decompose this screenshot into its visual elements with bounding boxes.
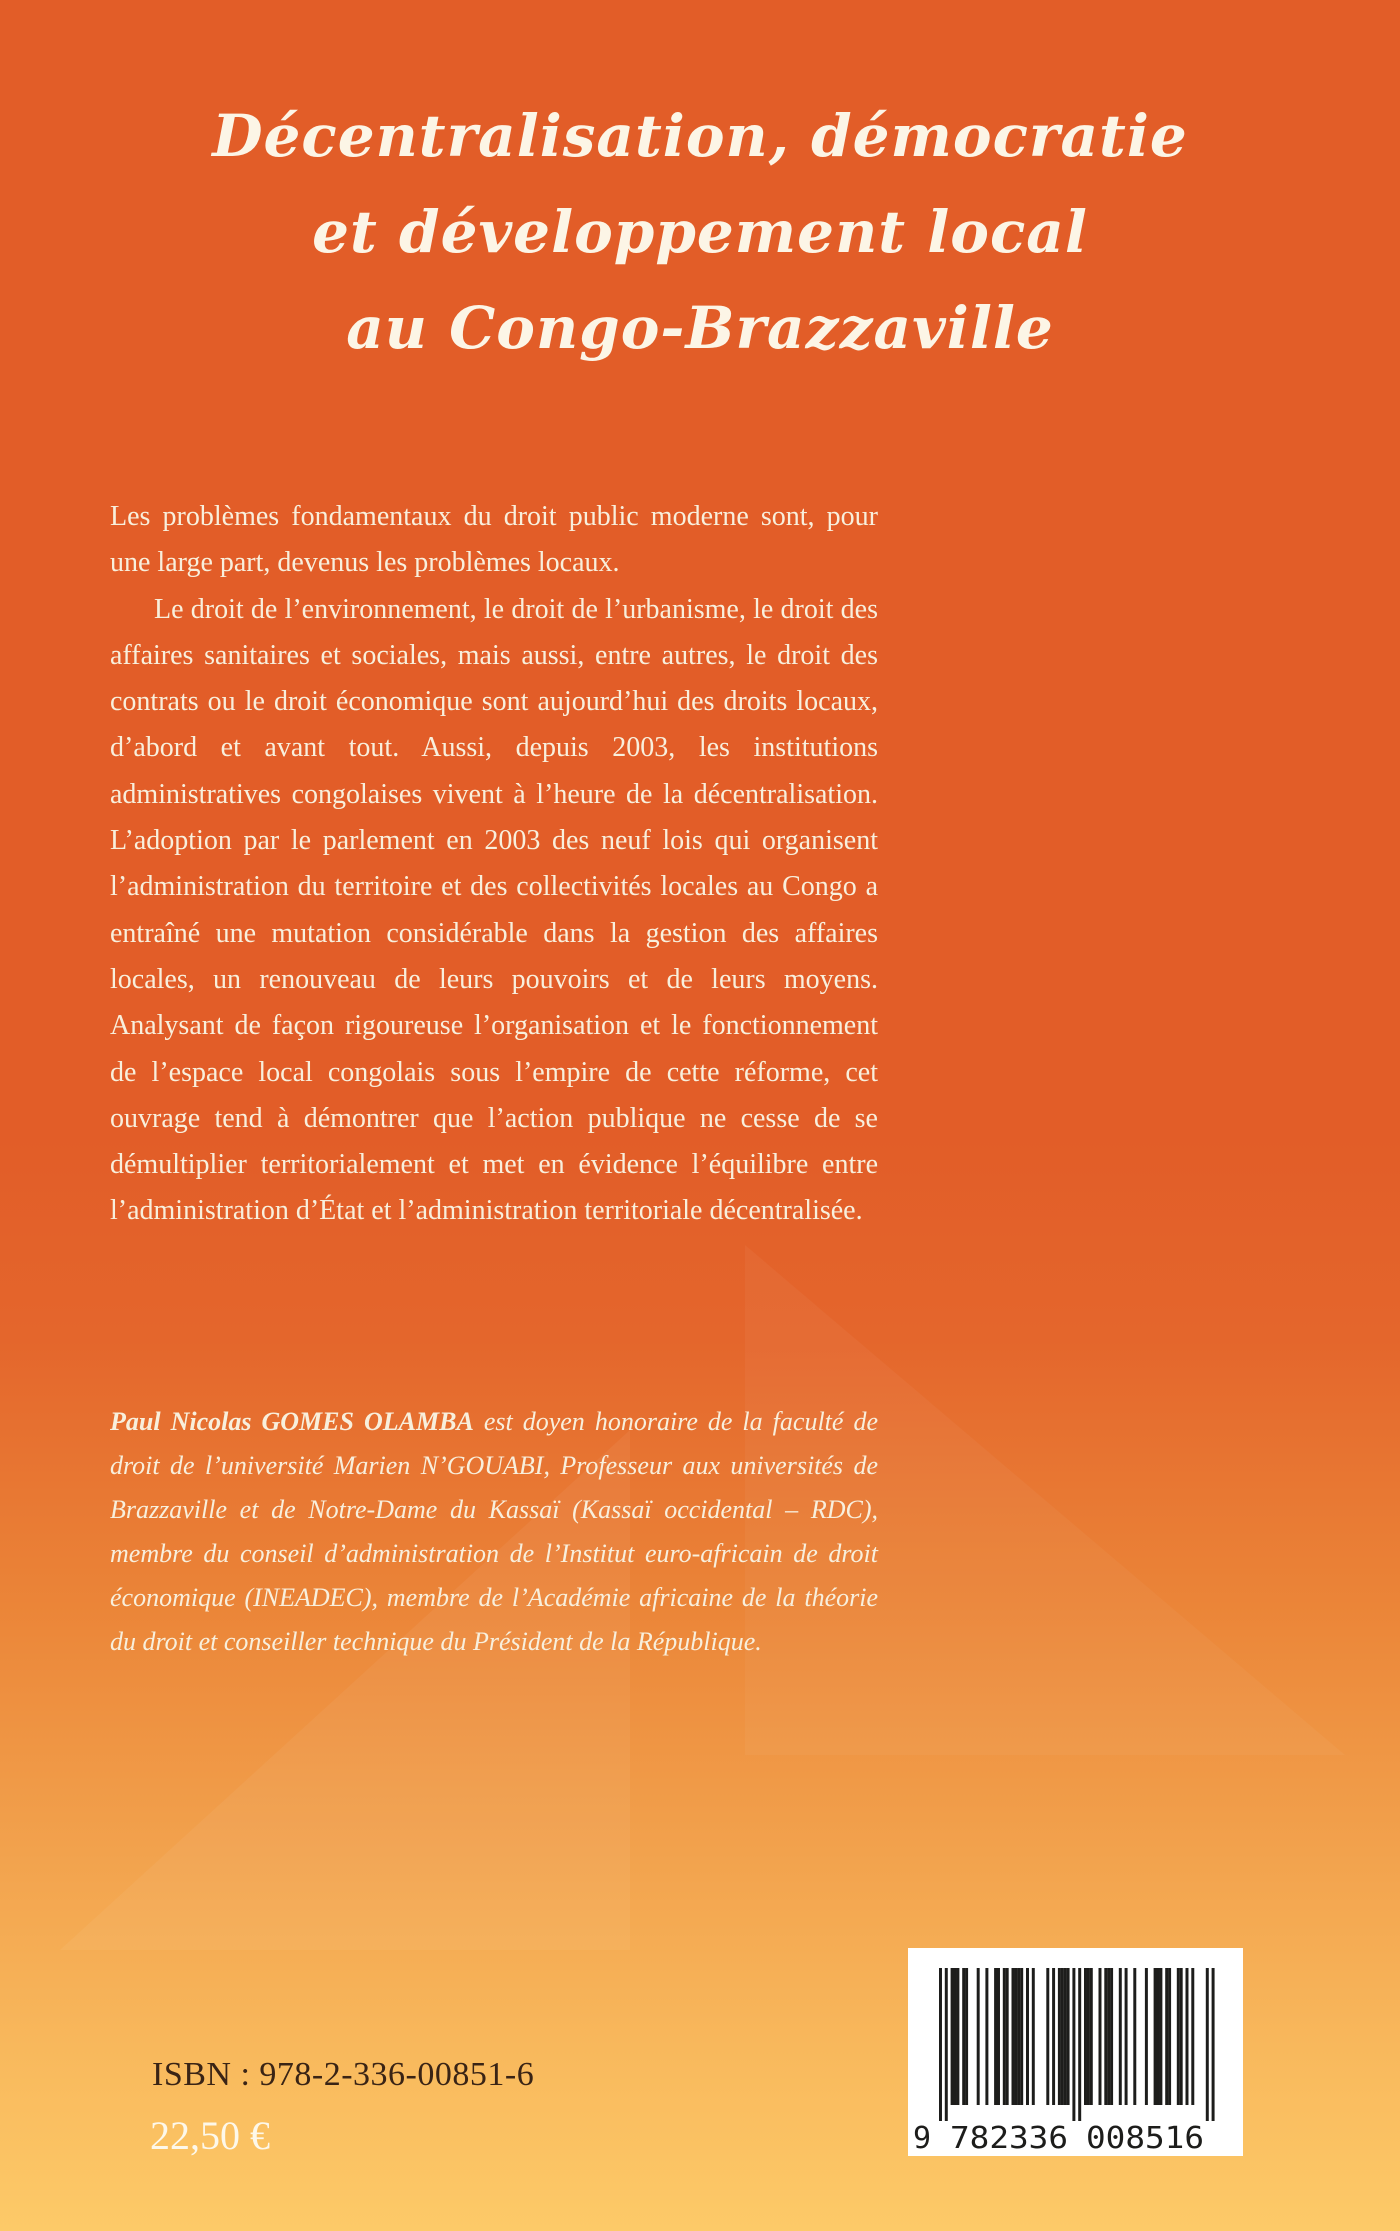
synopsis-paragraph-2: Le droit de l’environnement, le droit de l’urbanisme, le droit des affaires sanitaires et sociales, mais aussi, entre autres, le droit des contrats ou le droit économique sont aujourd’hui des droits locaux, d’abord et avant tout. Aussi, depuis 2003, les institutions administratives congolaises vivent à l’heure de la décentralisation. L’adoption par le parlement en 2003 des neuf lois qui organisent l’administration du territoire et des collectivités locales au Congo a entraîné une mutation considérable dans la gestion des affaires locales, un renouveau de leurs pouvoirs et de leurs moyens. Analysant de façon rigoureuse l’organisation et le fonctionnement de l’espace local congolais sous l’empire de cette réforme, cet ouvrage tend à démontrer que l’action publique ne cesse de se démultiplier territorialement et met en évidence l’équilibre entre l’administration d’État et l’administration territoriale décentralisée. (110, 593, 878, 1227)
author-bio (110, 1400, 878, 1664)
svg-text:008516: 008516 (1086, 2121, 1204, 2156)
svg-text:782336: 782336 (950, 2121, 1068, 2156)
svg-text:9: 9 (913, 2121, 932, 2156)
title-line-2: et développement local (312, 198, 1088, 266)
synopsis (110, 494, 878, 1235)
price-text: 22,50 € (150, 2113, 270, 2158)
synopsis-paragraph-1: Les problèmes fondamentaux du droit public moderne sont, pour une large part, devenus les problèmes locaux. (110, 501, 878, 579)
barcode-svg (908, 1948, 1243, 2156)
isbn-text: ISBN : 978-2-336-00851-6 (152, 2056, 535, 2093)
barcode (908, 1948, 1243, 2156)
author-name: Paul Nicolas GOMES OLAMBA (110, 1407, 474, 1436)
title-line-1: Décentralisation, démocratie (212, 102, 1188, 170)
book-title (0, 88, 1400, 376)
title-line-3: au Congo-Brazzaville (346, 294, 1054, 362)
author-bio-text: est doyen honoraire de la faculté de droit de l’université Marien N’GOUABI, Professeur aux universités de Brazzaville et de Notre-Dame du Kassaï (Kassaï occidental – RDC), membre du conseil d’administration de l’Institut euro-africain de droit économique (INEADEC), membre de l’Académie africaine de la théorie du droit et conseiller technique du Président de la République. (110, 1407, 878, 1656)
